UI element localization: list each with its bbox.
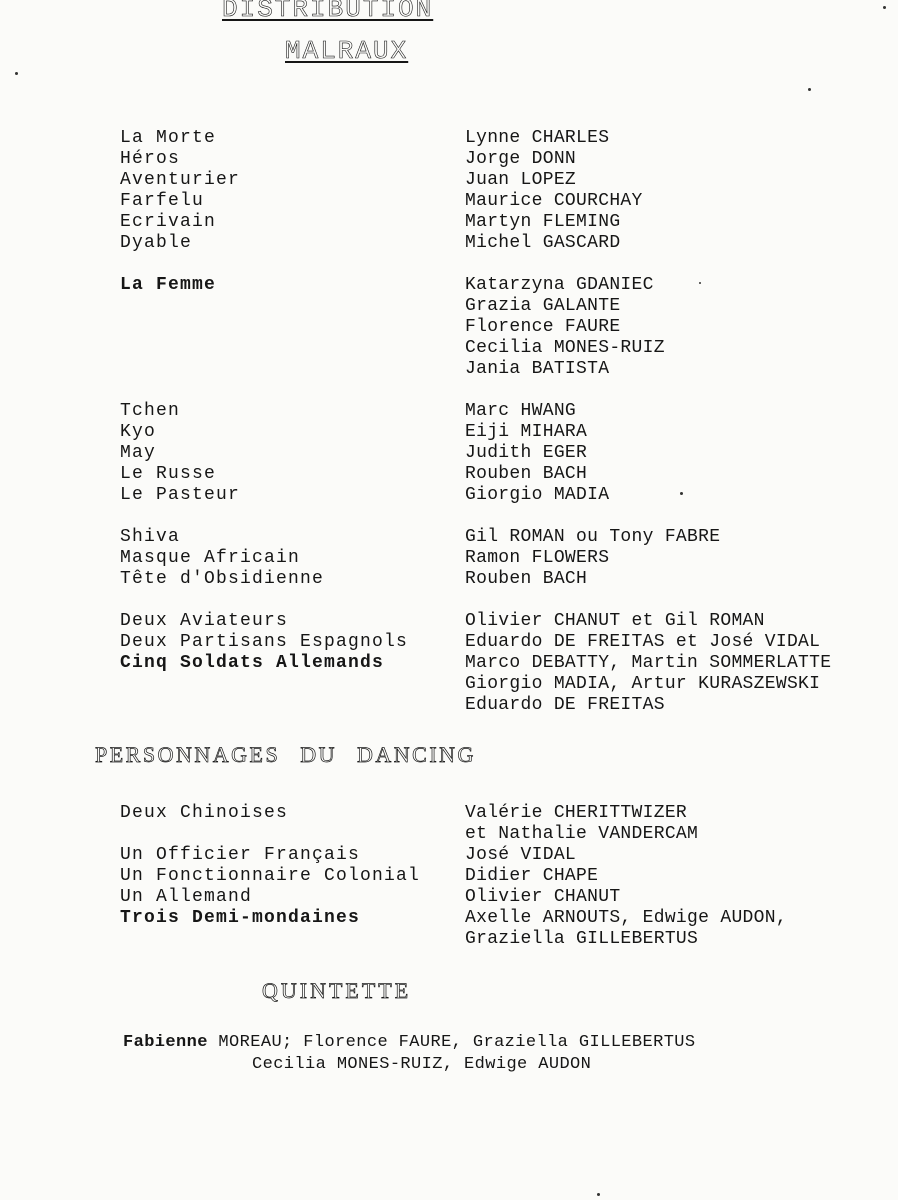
cast-actor: Cecilia MONES-RUIZ xyxy=(465,338,665,358)
quintette-line: Cecilia MONES-RUIZ, Edwige AUDON xyxy=(252,1055,592,1074)
dancing-role: Un Officier Français xyxy=(120,845,361,865)
cast-actor: Katarzyna GDANIEC xyxy=(465,275,654,295)
cast-actor: Giorgio MADIA xyxy=(465,485,610,505)
cast-role: May xyxy=(120,443,157,463)
cast-role: Tchen xyxy=(120,401,181,421)
document-subtitle: MALRAUX xyxy=(285,36,409,66)
cast-role: Shiva xyxy=(120,527,181,547)
cast-actor: Jorge DONN xyxy=(465,149,577,169)
quintette-line: Fabienne MOREAU; Florence FAURE, Graziella GILLEBERTUS xyxy=(123,1033,696,1052)
dancing-role: Deux Chinoises xyxy=(120,803,289,823)
cast-actor: Ramon FLOWERS xyxy=(465,548,610,568)
cast-actor: Martyn FLEMING xyxy=(465,212,621,232)
cast-actor: Lynne CHARLES xyxy=(465,128,610,148)
cast-actor: Giorgio MADIA, Artur KURASZEWSKI xyxy=(465,674,821,694)
document-title: DISTRIBUTION xyxy=(222,0,434,24)
cast-role: Masque Africain xyxy=(120,548,301,568)
cast-role: Kyo xyxy=(120,422,157,442)
cast-role: Ecrivain xyxy=(120,212,217,232)
cast-role: Le Russe xyxy=(120,464,217,484)
cast-actor: Marco DEBATTY, Martin SOMMERLATTE xyxy=(465,653,832,673)
dancing-heading-word: PERSONNAGES xyxy=(95,742,281,767)
cast-actor: Eiji MIHARA xyxy=(465,422,588,442)
dancing-role: Un Fonctionnaire Colonial xyxy=(120,866,421,886)
quintette-heading: QUINTETTE xyxy=(262,978,412,1003)
cast-role: Dyable xyxy=(120,233,193,253)
cast-role: Le Pasteur xyxy=(120,485,241,505)
paper-speck xyxy=(597,1193,600,1196)
cast-actor: Juan LOPEZ xyxy=(465,170,577,190)
cast-actor: Jania BATISTA xyxy=(465,359,610,379)
cast-actor: Judith EGER xyxy=(465,443,588,463)
cast-role: Farfelu xyxy=(120,191,205,211)
cast-actor: Olivier CHANUT et Gil ROMAN xyxy=(465,611,765,631)
cast-actor: Rouben BACH xyxy=(465,464,588,484)
cast-role: Deux Partisans Espagnols xyxy=(120,632,409,652)
dancing-actor: Didier CHAPE xyxy=(465,866,599,886)
cast-actor: Michel GASCARD xyxy=(465,233,621,253)
cast-actor: Florence FAURE xyxy=(465,317,621,337)
dancing-actor: Olivier CHANUT xyxy=(465,887,621,907)
dancing-role: Un Allemand xyxy=(120,887,253,907)
cast-role: Héros xyxy=(120,149,181,169)
dancing-heading-word: DANCING xyxy=(356,742,476,767)
paper-speck xyxy=(680,492,683,495)
dancing-actor: José VIDAL xyxy=(465,845,577,865)
paper-speck xyxy=(699,282,701,284)
dancing-actor: et Nathalie VANDERCAM xyxy=(465,824,699,844)
cast-role: Deux Aviateurs xyxy=(120,611,289,631)
cast-actor: Gil ROMAN ou Tony FABRE xyxy=(465,527,721,547)
dancing-actor: Graziella GILLEBERTUS xyxy=(465,929,699,949)
cast-role: La Morte xyxy=(120,128,217,148)
dancing-role: Trois Demi-mondaines xyxy=(120,908,361,928)
cast-actor: Maurice COURCHAY xyxy=(465,191,643,211)
cast-role: Cinq Soldats Allemands xyxy=(120,653,385,673)
paper-speck xyxy=(883,6,886,9)
dancing-heading xyxy=(95,742,476,768)
cast-role: Aventurier xyxy=(120,170,241,190)
paper-speck xyxy=(15,72,18,75)
cast-actor: Grazia GALANTE xyxy=(465,296,621,316)
cast-actor: Eduardo DE FREITAS xyxy=(465,695,665,715)
cast-actor: Marc HWANG xyxy=(465,401,577,421)
dancing-heading-word: DU xyxy=(300,742,337,767)
cast-role: Tête d'Obsidienne xyxy=(120,569,325,589)
cast-actor: Rouben BACH xyxy=(465,569,588,589)
dancing-actor: Axelle ARNOUTS, Edwige AUDON, xyxy=(465,908,787,928)
cast-actor: Eduardo DE FREITAS et José VIDAL xyxy=(465,632,821,652)
dancing-actor: Valérie CHERITTWIZER xyxy=(465,803,688,823)
cast-role: La Femme xyxy=(120,275,217,295)
paper-speck xyxy=(808,88,811,91)
